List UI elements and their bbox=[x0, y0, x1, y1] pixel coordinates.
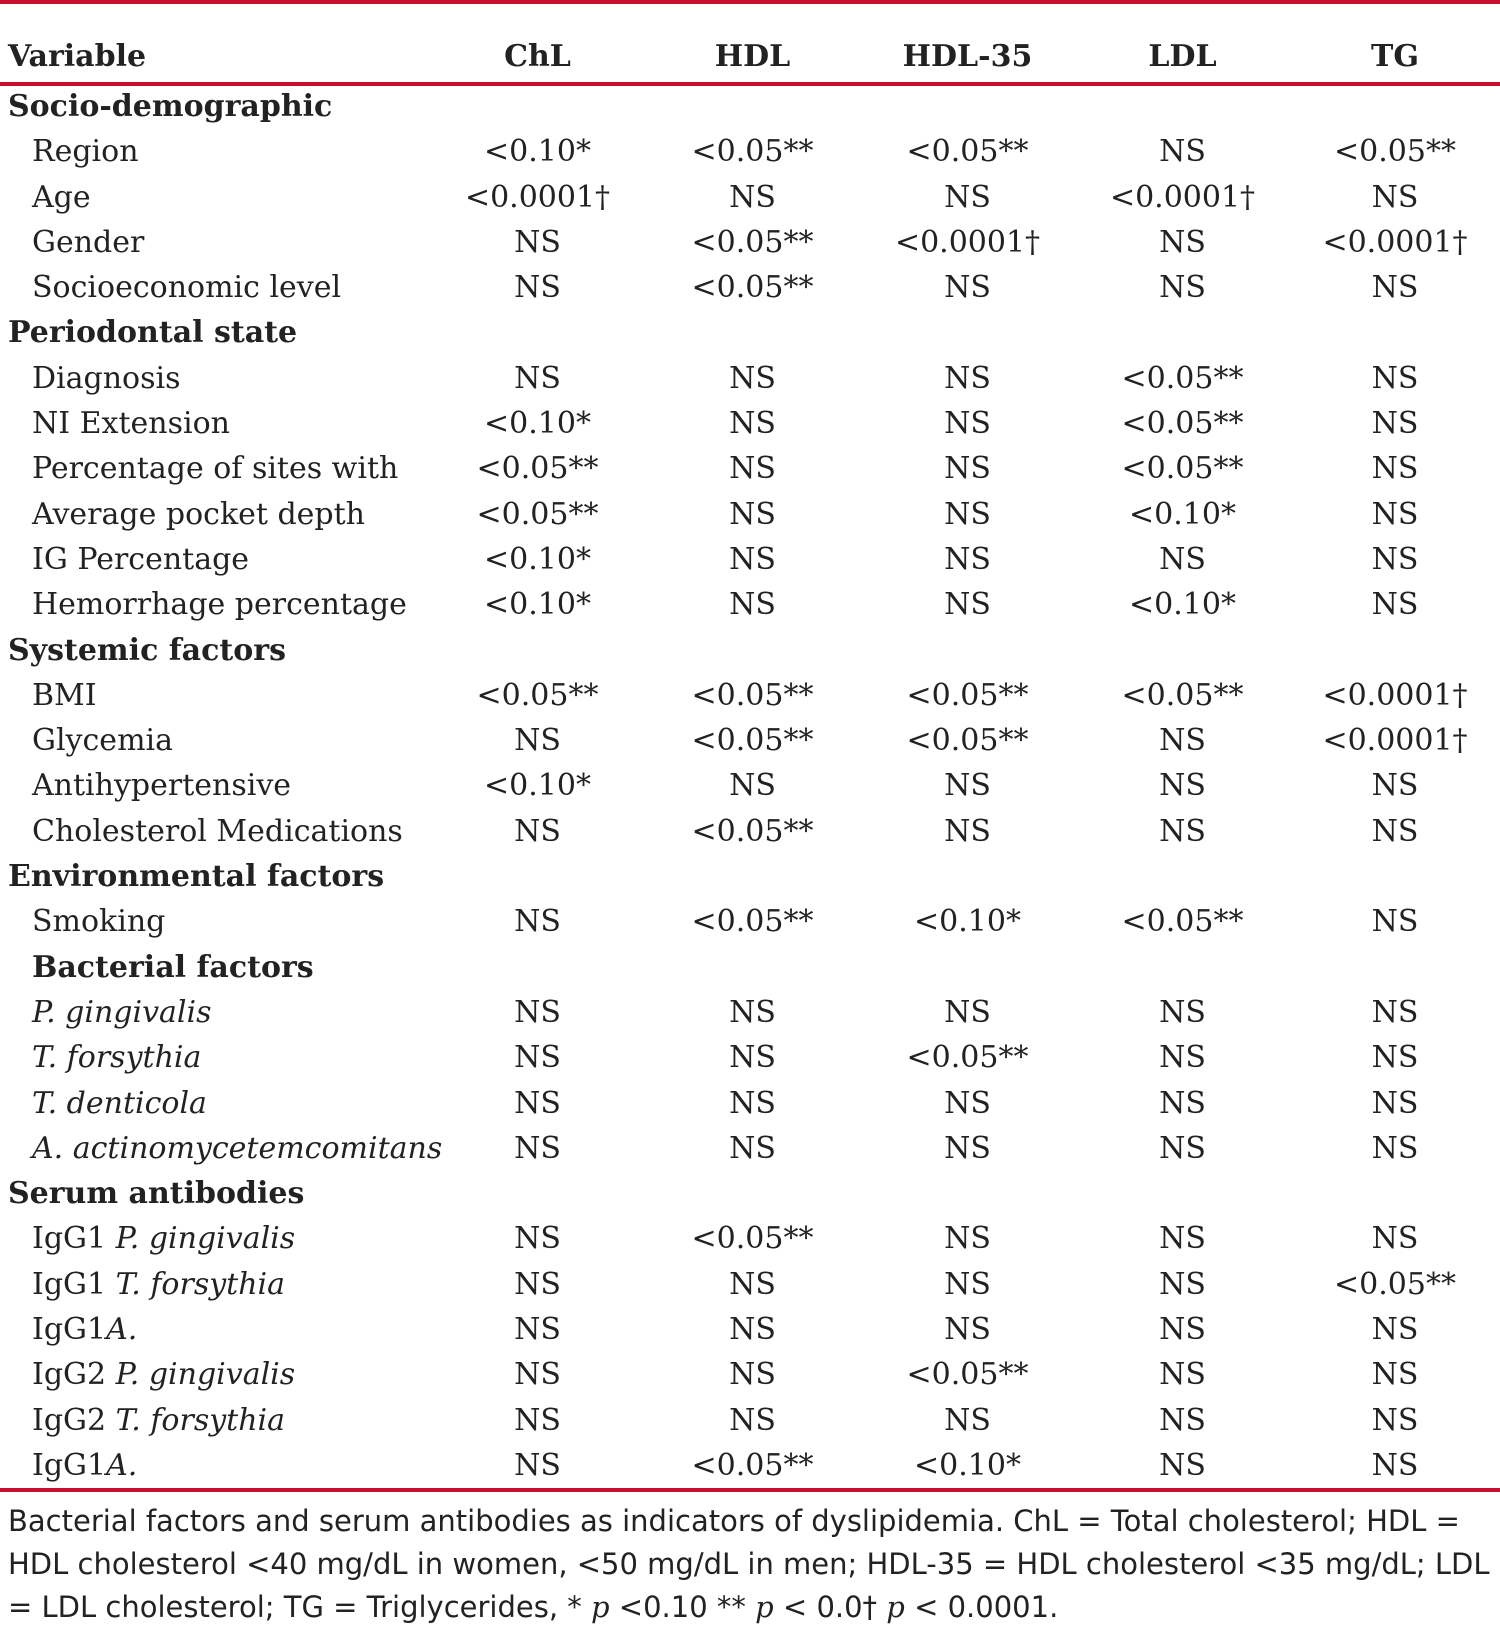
cell-ldl: NS bbox=[1159, 1357, 1206, 1393]
cell-tg: NS bbox=[1371, 451, 1419, 487]
cell-hdl-35: NS bbox=[944, 1130, 991, 1166]
cell-hdl: NS bbox=[729, 1357, 776, 1393]
cell-ldl: <0.10* bbox=[1129, 587, 1236, 623]
cell-ldl: NS bbox=[1159, 1130, 1206, 1166]
cell-chl: <0.10* bbox=[484, 406, 591, 442]
row-label bbox=[0, 582, 430, 627]
row-label bbox=[0, 1035, 430, 1080]
group-row bbox=[0, 854, 1500, 899]
cell-tg: NS bbox=[1371, 1040, 1419, 1076]
row-label-text: P. gingivalis bbox=[32, 994, 212, 1030]
table-row bbox=[0, 1443, 1500, 1488]
row-label-text: Glycemia bbox=[32, 723, 173, 759]
row-label-text: IgG2 bbox=[32, 1357, 116, 1393]
table-row bbox=[0, 492, 1500, 537]
cell-ldl: <0.05** bbox=[1121, 677, 1244, 713]
cell-tg: NS bbox=[1371, 587, 1419, 623]
cell-hdl: NS bbox=[729, 587, 776, 623]
cell-hdl: <0.05** bbox=[691, 813, 814, 849]
cell-chl: <0.05** bbox=[476, 496, 599, 532]
row-label bbox=[0, 356, 430, 401]
cell-hdl-35: NS bbox=[944, 587, 991, 623]
table-footnote bbox=[8, 1500, 1492, 1629]
cell-chl: NS bbox=[514, 270, 561, 306]
row-label bbox=[0, 1081, 430, 1126]
table-row bbox=[0, 1035, 1500, 1080]
group-row bbox=[0, 84, 1500, 129]
row-label-text: BMI bbox=[32, 677, 97, 713]
cell-tg: NS bbox=[1371, 1357, 1419, 1393]
cell-tg: NS bbox=[1371, 179, 1419, 215]
footnote-threshold-2: < 0.0† bbox=[773, 1590, 878, 1624]
table-row bbox=[0, 1398, 1500, 1443]
cell-hdl-35: NS bbox=[944, 813, 991, 849]
row-label-text: Percentage of sites with bbox=[32, 451, 399, 487]
cell-chl: NS bbox=[514, 904, 561, 940]
row-label bbox=[0, 129, 430, 174]
row-label-species: P. gingivalis bbox=[115, 1357, 296, 1393]
row-label bbox=[0, 265, 430, 310]
footnote-text: Bacterial factors and serum antibodies as indicators of dyslipidemia. ChL = Total cholesterol; HDL = HDL cholesterol <40 mg/dL in women, <50 mg/dL in men; HDL-35 = HDL cholesterol <35 mg/dL; LDL = LDL cholesterol; TG = Triglycerides, * bbox=[8, 1504, 1490, 1624]
row-label-text: IgG1 bbox=[32, 1447, 107, 1483]
cell-chl: NS bbox=[514, 1130, 561, 1166]
cell-tg: <0.0001† bbox=[1322, 677, 1468, 713]
group-row bbox=[0, 628, 1500, 673]
group-label: Periodontal state bbox=[8, 315, 298, 351]
cell-tg: NS bbox=[1371, 1447, 1419, 1483]
footnote-threshold-3: < 0.0001. bbox=[904, 1590, 1059, 1624]
cell-tg: NS bbox=[1371, 1402, 1419, 1438]
row-label-text: A. actinomycetemcomitans bbox=[32, 1130, 443, 1166]
header-chl: ChL bbox=[504, 39, 571, 74]
group-label: Socio-demographic bbox=[8, 89, 333, 124]
cell-hdl: NS bbox=[729, 1266, 776, 1302]
footnote-p-symbol: p bbox=[755, 1590, 774, 1624]
group-label: Environmental factors bbox=[8, 859, 385, 895]
footnote-p-symbol: p bbox=[886, 1590, 905, 1624]
cell-hdl-35: <0.05** bbox=[906, 134, 1029, 170]
cell-hdl-35: NS bbox=[944, 768, 991, 804]
cell-tg: NS bbox=[1371, 768, 1419, 804]
cell-tg: <0.0001† bbox=[1322, 224, 1468, 260]
cell-tg: NS bbox=[1371, 270, 1419, 306]
cell-chl: NS bbox=[514, 1402, 561, 1438]
cell-tg: NS bbox=[1371, 904, 1419, 940]
cell-hdl: NS bbox=[729, 1312, 776, 1348]
cell-hdl-35: <0.10* bbox=[914, 904, 1021, 940]
row-label-text: Hemorrhage percentage bbox=[32, 587, 407, 623]
cell-hdl: NS bbox=[729, 768, 776, 804]
cell-hdl-35: NS bbox=[944, 179, 991, 215]
cell-tg: NS bbox=[1371, 406, 1419, 442]
cell-hdl: <0.05** bbox=[691, 270, 814, 306]
cell-hdl: <0.05** bbox=[691, 134, 814, 170]
table-row bbox=[0, 990, 1500, 1035]
cell-chl: <0.10* bbox=[484, 587, 591, 623]
cell-ldl: <0.10* bbox=[1129, 496, 1236, 532]
row-label-text: Region bbox=[32, 134, 139, 170]
row-label bbox=[0, 1307, 430, 1352]
table-row bbox=[0, 1262, 1500, 1307]
cell-hdl: NS bbox=[729, 1085, 776, 1121]
table-row bbox=[0, 537, 1500, 582]
cell-chl: <0.0001† bbox=[464, 179, 611, 215]
table-row bbox=[0, 1081, 1500, 1126]
row-label bbox=[0, 1398, 430, 1443]
cell-hdl-35: <0.05** bbox=[906, 1040, 1029, 1076]
cell-ldl: NS bbox=[1159, 1221, 1206, 1257]
cell-hdl-35: NS bbox=[944, 1085, 991, 1121]
header-row bbox=[0, 0, 1500, 84]
cell-tg: NS bbox=[1371, 994, 1419, 1030]
cell-hdl-35: NS bbox=[944, 451, 991, 487]
cell-hdl-35: <0.0001† bbox=[894, 224, 1041, 260]
row-label-species: P. gingivalis bbox=[115, 1221, 296, 1257]
cell-hdl-35: <0.05** bbox=[906, 1357, 1029, 1393]
cell-ldl: NS bbox=[1159, 541, 1206, 577]
cell-hdl: <0.05** bbox=[691, 1447, 814, 1483]
cell-chl: <0.10* bbox=[484, 768, 591, 804]
group-row bbox=[0, 1171, 1500, 1216]
cell-tg: NS bbox=[1371, 1130, 1419, 1166]
table-row bbox=[0, 1126, 1500, 1171]
cell-hdl-35: NS bbox=[944, 1266, 991, 1302]
cell-ldl: NS bbox=[1159, 224, 1206, 260]
row-label bbox=[0, 990, 430, 1035]
cell-hdl: NS bbox=[729, 541, 776, 577]
cell-tg: NS bbox=[1371, 541, 1419, 577]
row-label-text: Smoking bbox=[32, 904, 166, 940]
cell-ldl: NS bbox=[1159, 768, 1206, 804]
cell-hdl-35: NS bbox=[944, 360, 991, 396]
cell-hdl-35: NS bbox=[944, 1312, 991, 1348]
cell-ldl: NS bbox=[1159, 1266, 1206, 1302]
cell-hdl: <0.05** bbox=[691, 677, 814, 713]
row-label bbox=[0, 1262, 430, 1307]
row-label bbox=[0, 446, 430, 491]
row-label bbox=[0, 673, 430, 718]
row-label-species: T. forsythia bbox=[115, 1266, 286, 1302]
cell-ldl: NS bbox=[1159, 270, 1206, 306]
cell-hdl-35: NS bbox=[944, 1221, 991, 1257]
cell-hdl-35: NS bbox=[944, 541, 991, 577]
cell-ldl: NS bbox=[1159, 994, 1206, 1030]
cell-chl: NS bbox=[514, 360, 561, 396]
cell-tg: <0.05** bbox=[1334, 134, 1456, 170]
row-label-text: Socioeconomic level bbox=[32, 270, 342, 306]
table-row bbox=[0, 446, 1500, 491]
table-row bbox=[0, 1352, 1500, 1397]
cell-hdl-35: NS bbox=[944, 496, 991, 532]
table-row bbox=[0, 129, 1500, 174]
header-variable: Variable bbox=[8, 39, 147, 74]
cell-chl: <0.05** bbox=[476, 677, 599, 713]
row-label bbox=[0, 1216, 430, 1261]
group-row bbox=[0, 310, 1500, 355]
header-hdl-35: HDL-35 bbox=[902, 39, 1033, 74]
cell-tg: <0.0001† bbox=[1322, 723, 1468, 759]
row-label-text: IgG2 bbox=[32, 1402, 116, 1438]
cell-chl: <0.05** bbox=[476, 451, 599, 487]
cell-hdl: NS bbox=[729, 451, 776, 487]
cell-ldl: <0.05** bbox=[1121, 406, 1244, 442]
row-label bbox=[0, 1126, 443, 1171]
cell-hdl: <0.05** bbox=[691, 1221, 814, 1257]
bottom-rule bbox=[0, 1488, 1500, 1492]
table-row bbox=[0, 401, 1500, 446]
cell-hdl-35: NS bbox=[944, 994, 991, 1030]
cell-ldl: <0.05** bbox=[1121, 360, 1244, 396]
cell-hdl: <0.05** bbox=[691, 224, 814, 260]
table-row bbox=[0, 220, 1500, 265]
header-hdl: HDL bbox=[714, 39, 791, 74]
cell-hdl-35: NS bbox=[944, 270, 991, 306]
cell-hdl: NS bbox=[729, 994, 776, 1030]
row-label-text: IgG1 bbox=[32, 1266, 116, 1302]
row-label-text: Cholesterol Medications bbox=[32, 813, 403, 849]
cell-chl: NS bbox=[514, 813, 561, 849]
cell-hdl-35: <0.10* bbox=[914, 1447, 1021, 1483]
row-label bbox=[0, 492, 430, 537]
table-row bbox=[0, 582, 1500, 627]
row-label-text: IgG1 bbox=[32, 1221, 116, 1257]
cell-chl: NS bbox=[514, 1312, 561, 1348]
cell-hdl: <0.05** bbox=[691, 904, 814, 940]
table-row bbox=[0, 809, 1500, 854]
row-label bbox=[0, 220, 430, 265]
cell-chl: NS bbox=[514, 994, 561, 1030]
cell-chl: NS bbox=[514, 1447, 561, 1483]
table-row bbox=[0, 265, 1500, 310]
cell-chl: <0.10* bbox=[484, 541, 591, 577]
cell-hdl: NS bbox=[729, 360, 776, 396]
group-label: Serum antibodies bbox=[8, 1176, 305, 1212]
table-row bbox=[0, 763, 1500, 808]
cell-chl: NS bbox=[514, 224, 561, 260]
table-body bbox=[0, 84, 1500, 1488]
cell-tg: NS bbox=[1371, 1312, 1419, 1348]
cell-tg: NS bbox=[1371, 360, 1419, 396]
cell-hdl-35: <0.05** bbox=[906, 723, 1029, 759]
footnote-threshold-1: <0.10 ** bbox=[609, 1590, 746, 1624]
cell-chl: <0.10* bbox=[484, 134, 591, 170]
cell-ldl: NS bbox=[1159, 1040, 1206, 1076]
cell-chl: NS bbox=[514, 1040, 561, 1076]
row-label bbox=[0, 175, 430, 220]
row-label-species: A. bbox=[106, 1447, 138, 1483]
cell-ldl: NS bbox=[1159, 1402, 1206, 1438]
cell-hdl-35: <0.05** bbox=[906, 677, 1029, 713]
row-label bbox=[0, 401, 430, 446]
cell-ldl: NS bbox=[1159, 813, 1206, 849]
row-label-text: IG Percentage bbox=[32, 541, 250, 577]
cell-tg: NS bbox=[1371, 496, 1419, 532]
row-label bbox=[0, 537, 430, 582]
row-label-species: A. bbox=[106, 1312, 138, 1348]
cell-ldl: <0.0001† bbox=[1109, 179, 1256, 215]
cell-ldl: <0.05** bbox=[1121, 904, 1244, 940]
cell-hdl-35: NS bbox=[944, 406, 991, 442]
cell-ldl: NS bbox=[1159, 723, 1206, 759]
cell-tg: NS bbox=[1371, 813, 1419, 849]
row-label-text: Average pocket depth bbox=[32, 496, 366, 532]
cell-hdl: NS bbox=[729, 179, 776, 215]
row-label-species: T. forsythia bbox=[115, 1402, 286, 1438]
table-row bbox=[0, 718, 1500, 763]
group-label: Systemic factors bbox=[8, 632, 286, 668]
cell-tg: <0.05** bbox=[1334, 1266, 1456, 1302]
cell-chl: NS bbox=[514, 1085, 561, 1121]
group-row bbox=[0, 945, 1500, 990]
row-label bbox=[0, 899, 430, 944]
row-label-text: IgG1 bbox=[32, 1312, 107, 1348]
row-label bbox=[0, 718, 430, 763]
cell-hdl: <0.05** bbox=[691, 723, 814, 759]
cell-ldl: NS bbox=[1159, 1312, 1206, 1348]
cell-ldl: NS bbox=[1159, 1447, 1206, 1483]
footnote-p-symbol: p bbox=[591, 1590, 610, 1624]
row-label-text: NI Extension bbox=[32, 406, 230, 442]
cell-chl: NS bbox=[514, 723, 561, 759]
table-row bbox=[0, 1307, 1500, 1352]
table-row bbox=[0, 1216, 1500, 1261]
cell-chl: NS bbox=[514, 1221, 561, 1257]
row-label-text: Antihypertensive bbox=[32, 768, 292, 804]
cell-tg: NS bbox=[1371, 1085, 1419, 1121]
row-label bbox=[0, 809, 430, 854]
cell-hdl: NS bbox=[729, 496, 776, 532]
group-label: Bacterial factors bbox=[32, 949, 314, 985]
cell-hdl: NS bbox=[729, 1130, 776, 1166]
cell-hdl: NS bbox=[729, 1040, 776, 1076]
row-label-text: Gender bbox=[32, 224, 145, 260]
row-label bbox=[0, 763, 430, 808]
cell-ldl: NS bbox=[1159, 134, 1206, 170]
table-row bbox=[0, 175, 1500, 220]
cell-tg: NS bbox=[1371, 1221, 1419, 1257]
cell-hdl: NS bbox=[729, 1402, 776, 1438]
cell-chl: NS bbox=[514, 1357, 561, 1393]
header-tg: TG bbox=[1371, 39, 1419, 74]
header-ldl: LDL bbox=[1148, 39, 1217, 74]
row-label-text: T. forsythia bbox=[32, 1040, 202, 1076]
cell-hdl: NS bbox=[729, 406, 776, 442]
cell-ldl: <0.05** bbox=[1121, 451, 1244, 487]
row-label-text: Diagnosis bbox=[32, 360, 181, 396]
table-row bbox=[0, 899, 1500, 944]
row-label-text: Age bbox=[32, 179, 91, 215]
row-label bbox=[0, 1443, 430, 1488]
table-row bbox=[0, 356, 1500, 401]
row-label-text: T. denticola bbox=[32, 1085, 207, 1121]
cell-ldl: NS bbox=[1159, 1085, 1206, 1121]
row-label bbox=[0, 1352, 430, 1397]
cell-chl: NS bbox=[514, 1266, 561, 1302]
cell-hdl-35: NS bbox=[944, 1402, 991, 1438]
table-row bbox=[0, 673, 1500, 718]
